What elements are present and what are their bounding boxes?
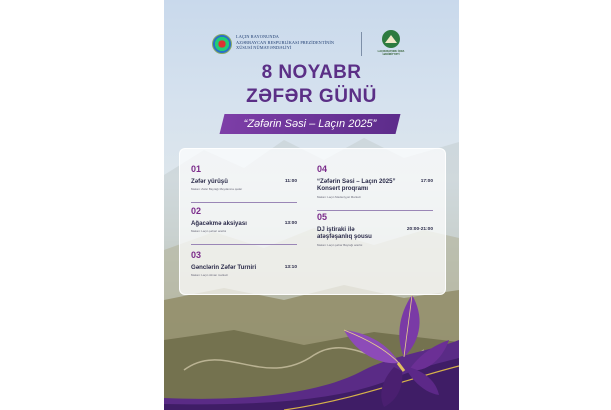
item-divider (317, 210, 433, 211)
poster-title-event: ZƏFƏR GÜNÜ (246, 86, 377, 107)
item-location: Məkan: Laçın şəhəri ərazisi (191, 229, 227, 234)
poster-header (164, 12, 459, 57)
item-number: 02 (191, 206, 202, 216)
item-title: DJ iştiraki ilə atəşfəşanlıq şousu (317, 226, 372, 241)
header-divider (361, 32, 362, 56)
program-item (317, 164, 433, 199)
item-number: 03 (191, 250, 202, 260)
organization-name (236, 34, 358, 51)
org-line: XÜSUSİ NÜMAYƏNDƏLİYİ (236, 45, 292, 51)
item-number: 04 (317, 164, 328, 174)
item-number: 05 (317, 212, 328, 222)
program-card (179, 148, 446, 295)
item-location: Məkan: Laçın şəhər Bayrağı ərazisi (317, 242, 363, 247)
item-time: 11:00 (284, 179, 297, 184)
item-time: 17:00 (420, 179, 433, 184)
item-time: 13:10 (284, 265, 297, 270)
item-location: Məkan: Zəfər Bayrağı Meydanına qədər (191, 187, 243, 192)
partner-logo (373, 30, 409, 62)
partner-logo-text: LAÇIN RAYONU İCRA HAKİMİYYƏTİ (377, 50, 405, 57)
program-item (317, 212, 433, 247)
item-location: Məkan: Laçın Mədəniyyət Mərkəzi (317, 194, 361, 199)
item-time: 20:00-21:00 (406, 227, 433, 232)
item-location: Məkan: Laçın idman mərkəzi (191, 273, 228, 278)
item-divider (191, 244, 297, 245)
program-item (191, 250, 297, 278)
item-title: Ağacəkmə aksiyası (191, 220, 247, 227)
program-item (191, 206, 297, 234)
item-number: 01 (191, 164, 202, 174)
item-title: Gənclərin Zəfər Turniri (191, 264, 257, 271)
khari-bulbul-flower-icon (334, 285, 459, 410)
azerbaijan-emblem-icon (212, 34, 232, 54)
item-title: Zəfər yürüşü (191, 178, 228, 185)
poster-title-date: 8 NOYABR (261, 62, 362, 83)
org-line: LAÇIN RAYONUNDA (236, 34, 279, 39)
item-divider (191, 202, 297, 203)
item-time: 13:00 (284, 221, 297, 226)
org-line: AZƏRBAYCAN RESPUBLİKASI PREZİDENTİNİN (236, 39, 335, 45)
event-poster (164, 0, 459, 410)
mountain-logo-icon (382, 30, 400, 48)
subtitle-text: “Zəfərin Səsi – Laçın 2025” (243, 118, 377, 130)
program-item (191, 164, 297, 192)
item-title: “Zəfərin Səsi – Laçın 2025” Konsert proqramı (317, 178, 396, 193)
